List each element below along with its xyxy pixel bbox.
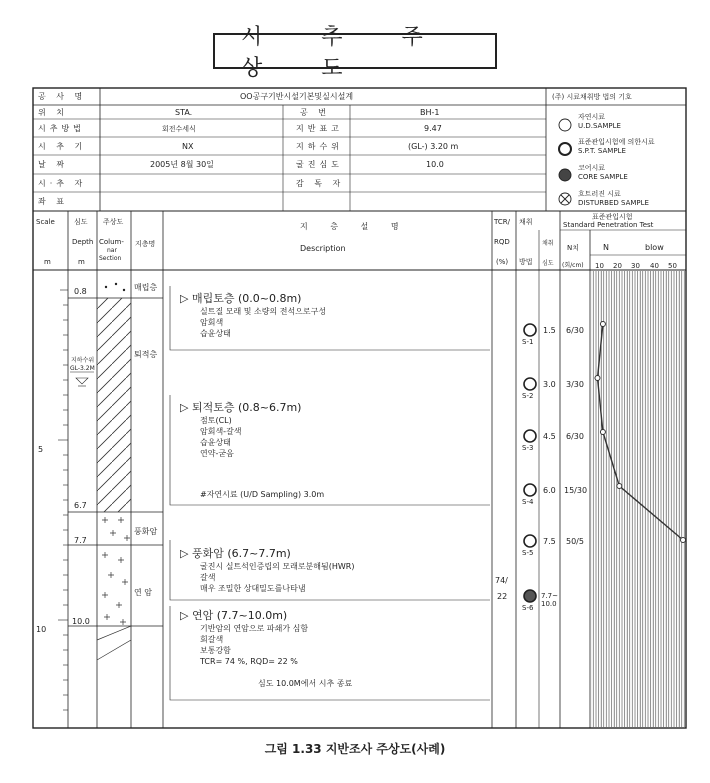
sample-depth-6: 7.7~ 10.0 <box>541 592 558 608</box>
layer-4-line-2: 회갈색 <box>200 635 224 644</box>
n-point-5 <box>681 538 686 543</box>
col-sample-depth-1: 채취 <box>542 240 554 247</box>
layer-3-line-3: 매우 조밀한 상대밀도를나타냄 <box>200 584 306 593</box>
col-depth-unit: m <box>78 258 85 266</box>
gwl-value: (GL-) 3.20 m <box>408 142 459 151</box>
gwl-note-1: 지하수위 <box>71 357 95 364</box>
gwl-note-2: GL-3.2M <box>70 365 95 372</box>
location-value: STA. <box>175 108 193 117</box>
tick-30: 30 <box>631 262 640 270</box>
machine-value: NX <box>182 142 194 151</box>
sample-label-1: S-1 <box>522 338 534 346</box>
layer-2-line-1: 점토(CL) <box>200 416 232 425</box>
legend-en-3: CORE SAMPLE <box>578 173 628 181</box>
col-depth-en: Depth <box>72 238 94 246</box>
end-note: 심도 10.0M에서 시추 종료 <box>258 679 353 688</box>
sample-depth-1: 1.5 <box>543 326 556 335</box>
legend-en-4: DISTURBED SAMPLE <box>578 199 649 207</box>
sample-depth-5: 7.5 <box>543 537 556 546</box>
layer-3-line-2: 갈색 <box>200 573 216 582</box>
legend-title: (주) 시료채취방 법의 기호 <box>552 93 632 101</box>
col-method-ko: 방법 <box>519 258 533 266</box>
col-depth-ko: 심도 <box>74 218 88 226</box>
tick-40: 40 <box>650 262 659 270</box>
sample-label-6: S-6 <box>522 604 534 612</box>
depth-0-8: 0.8 <box>74 287 87 296</box>
n-value-5: 50/5 <box>566 537 584 546</box>
tick-20: 20 <box>613 262 622 270</box>
legend-ko-3: 코어시료 <box>578 164 606 172</box>
sample-depth-2: 3.0 <box>543 380 556 389</box>
scale-10: 10 <box>36 625 47 634</box>
stratum-soft-rock: 연 암 <box>134 588 152 597</box>
layer-4-heading: ▷ 연암 (7.7~10.0m) <box>180 609 288 622</box>
n-value-3: 6/30 <box>566 432 584 441</box>
legend-en-2: S.P.T. SAMPLE <box>578 147 626 155</box>
col-column-en1: Colum- <box>99 238 124 246</box>
layer-1-line-3: 습윤상태 <box>200 329 231 338</box>
col-n-label: N <box>603 243 609 252</box>
layer-4-line-4: TCR= 74 %, RQD= 22 % <box>200 657 298 666</box>
layer-3-heading: ▷ 풍화암 (6.7~7.7m) <box>180 547 291 560</box>
page-title: 시 추 주 상 도 <box>213 33 497 69</box>
legend-ko-1: 자연시료 <box>578 113 606 121</box>
sample-depth-3: 4.5 <box>543 432 556 441</box>
label-method: 시추방법 <box>38 124 85 133</box>
col-column-en2: nar <box>107 247 117 254</box>
sample-label-4: S-4 <box>522 498 534 506</box>
col-tcr: TCR/ <box>494 218 510 226</box>
label-driller: 시·추 자 <box>38 179 87 188</box>
elev-value: 9.47 <box>424 124 442 133</box>
label-hole: 공 번 <box>300 108 330 117</box>
col-spt-en: Standard Penetration Test <box>563 221 654 229</box>
n-value-4: 15/30 <box>564 486 588 495</box>
tick-10: 10 <box>595 262 604 270</box>
n-value-2: 3/30 <box>566 380 584 389</box>
circle-filled-icon <box>559 169 571 181</box>
project-name: OO공구기반시설기본및실시설계 <box>240 92 354 101</box>
label-supervisor: 감 독 자 <box>296 179 345 188</box>
rqd-value: 22 <box>497 592 508 601</box>
layer-2-line-3: 습윤상태 <box>200 438 231 447</box>
col-spt-ko: 표준관입시험 <box>592 213 633 221</box>
stratum-weathered: 풍화암 <box>134 527 158 536</box>
sample-label-3: S-3 <box>522 444 534 452</box>
n-point-3 <box>600 430 605 435</box>
col-rqd: RQD <box>494 238 510 246</box>
layer-2-line-2: 암회색-갈색 <box>200 427 242 436</box>
label-machine: 시 추 기 <box>38 142 87 151</box>
layer-2-line-4: 연약-굳음 <box>200 449 234 458</box>
col-pct: (%) <box>496 258 509 266</box>
figure-caption: 그림 1.33 지반조사 주상도(사례) <box>264 742 446 756</box>
tcr-value: 74/ <box>495 576 508 585</box>
method-value: 회전수세식 <box>162 125 196 133</box>
legend-ko-2: 표준관입시험에 의한시료 <box>578 138 655 146</box>
depth-value: 10.0 <box>426 160 444 169</box>
col-desc-ko: 지 층 설 명 <box>300 222 409 231</box>
layer-2-heading: ▷ 퇴적토층 (0.8~6.7m) <box>180 401 302 414</box>
label-date: 날 짜 <box>38 160 68 169</box>
layer-1-heading: ▷ 매립토층 (0.0~0.8m) <box>180 292 302 305</box>
legend-en-1: U.D.SAMPLE <box>578 122 621 130</box>
sample-label-2: S-2 <box>522 392 534 400</box>
col-column-en3: Section <box>99 255 122 262</box>
label-project: 공 사 명 <box>38 92 87 101</box>
n-point-4 <box>617 484 622 489</box>
col-n-unit: (회/cm) <box>562 262 584 269</box>
sample-label-5: S-5 <box>522 549 534 557</box>
col-stratum: 지층명 <box>135 240 156 248</box>
layer-3-line-1: 굴진시 실트석인증립의 모래로분해됨(HWR) <box>200 562 355 571</box>
scale-5: 5 <box>38 445 44 454</box>
depth-7-7: 7.7 <box>74 536 87 545</box>
label-depth: 굴진심도 <box>296 160 343 169</box>
legend-ko-4: 흐트러진 시료 <box>578 190 621 198</box>
sample-depth-4: 6.0 <box>543 486 556 495</box>
layer-1-line-1: 실트질 모래 및 소량의 전석으로구성 <box>200 307 327 316</box>
col-scale-unit: m <box>44 258 51 266</box>
tick-50: 50 <box>668 262 677 270</box>
col-sample-ko: 채취 <box>519 218 533 226</box>
layer-2-note: #자연시료 (U/D Sampling) 3.0m <box>200 490 325 499</box>
depth-6-7: 6.7 <box>74 501 87 510</box>
col-n-ko: N치 <box>567 244 579 252</box>
n-point-1 <box>600 322 605 327</box>
col-blow: blow <box>645 243 664 252</box>
label-location: 위 치 <box>38 108 68 117</box>
col-column-ko: 주상도 <box>103 218 124 226</box>
col-desc-en: Description <box>300 244 346 253</box>
circle-open-icon <box>559 119 571 131</box>
depth-10-0: 10.0 <box>72 617 90 626</box>
layer-4-line-1: 기반암의 연암으로 파쇄가 심함 <box>200 624 309 633</box>
stratum-sediment: 퇴적층 <box>134 350 158 359</box>
circle-thick-icon <box>559 143 571 155</box>
hole-value: BH-1 <box>420 108 440 117</box>
label-gwl: 지하수위 <box>296 142 343 151</box>
n-point-2 <box>595 376 600 381</box>
n-value-1: 6/30 <box>566 326 584 335</box>
date-value: 2005년 8월 30일 <box>150 160 214 169</box>
col-sample-depth-2: 심도 <box>542 260 554 267</box>
col-scale: Scale <box>36 218 55 226</box>
stratum-fill: 매립층 <box>134 283 158 292</box>
label-elev: 지반표고 <box>296 124 343 133</box>
layer-4-line-3: 보통강함 <box>200 646 231 655</box>
label-coord: 좌 표 <box>38 197 68 206</box>
layer-1-line-2: 암회색 <box>200 318 224 327</box>
